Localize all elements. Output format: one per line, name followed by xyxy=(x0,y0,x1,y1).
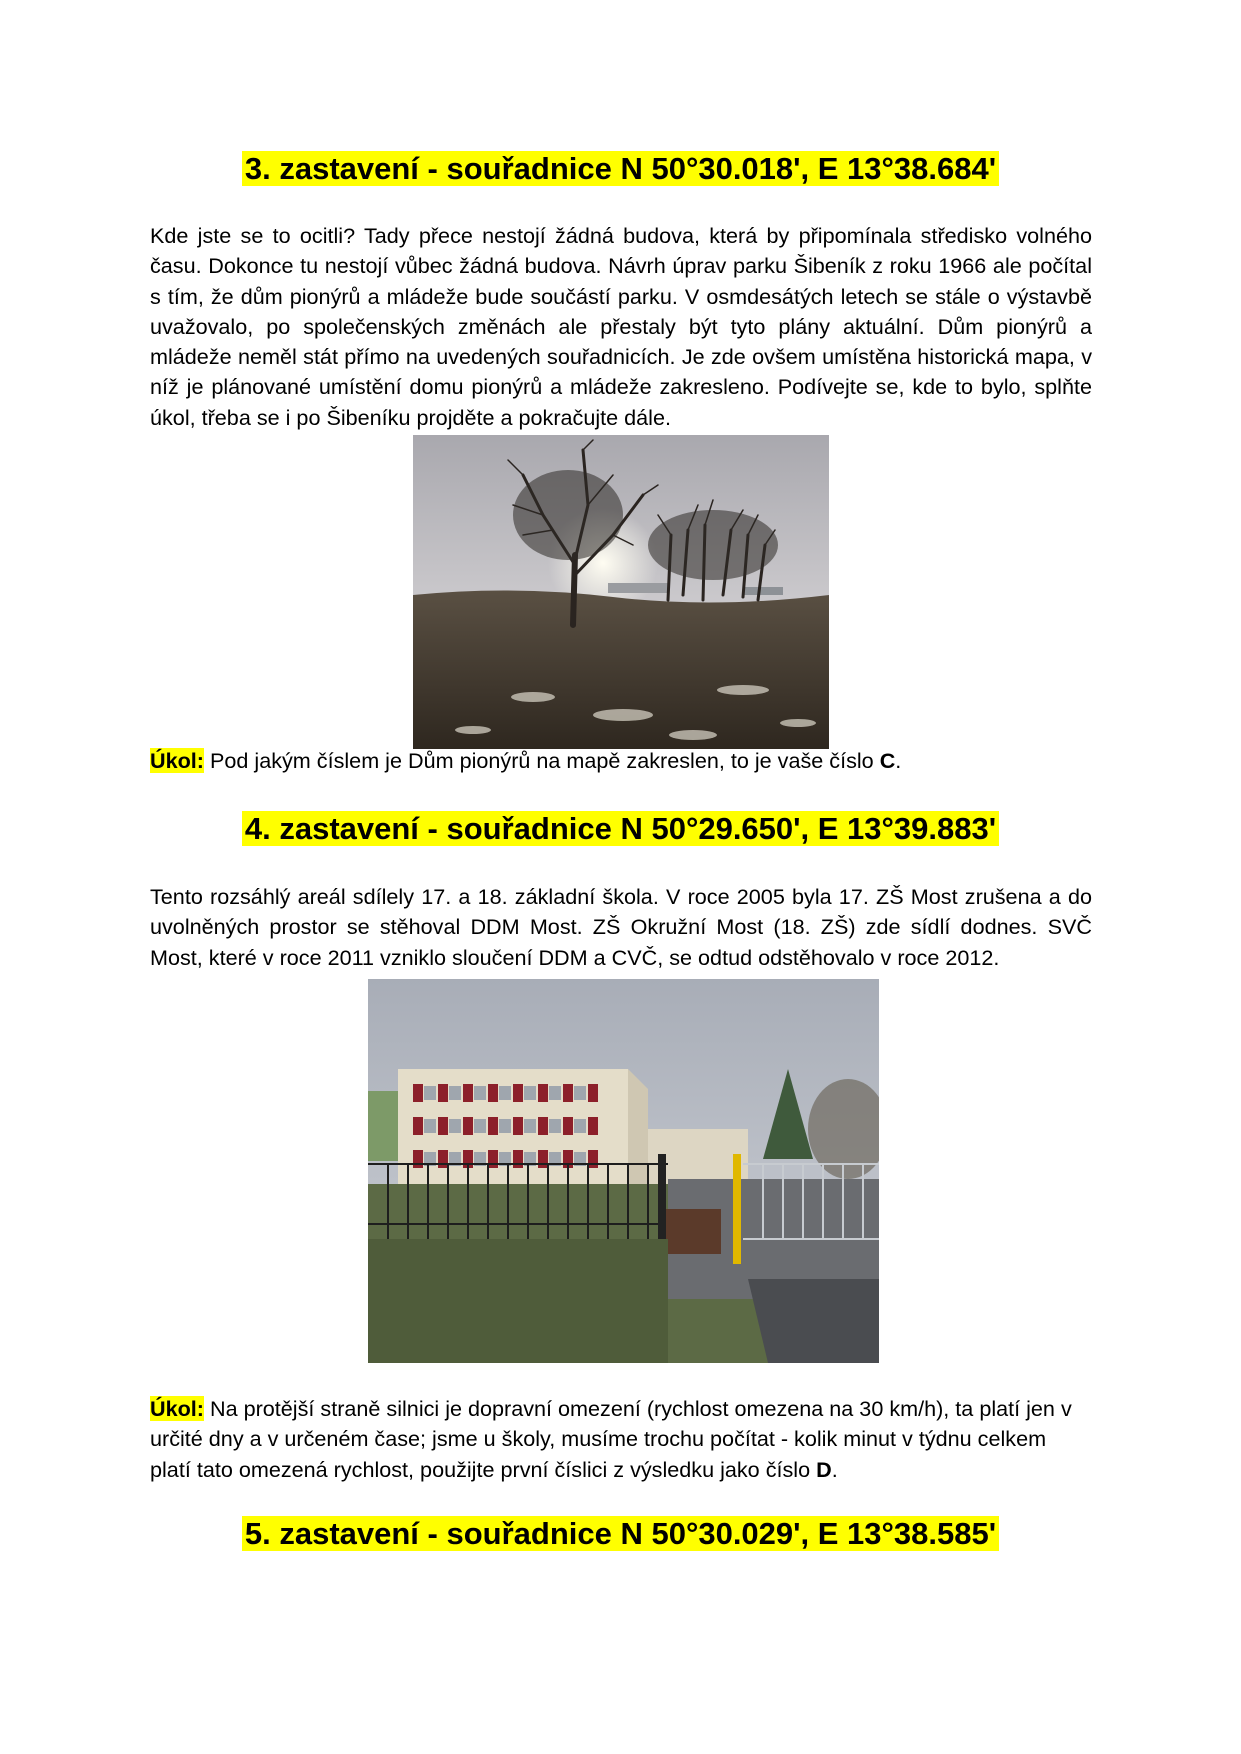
stop4-heading: 4. zastavení - souřadnice N 50°29.650', E 13°39.883' xyxy=(0,810,1241,848)
stop4-text: Tento rozsáhlý areál sdílely 17. a 18. základní škola. V roce 2005 byla 17. ZŠ Most zrušena a do uvolněných prostor se stěhoval DDM Most. ZŠ Okružní Most (18. ZŠ) zde sídlí dodnes. SVČ Most, které v roce 2011 vzniklo sloučení DDM a CVČ, se odtud odstěhovalo v roce 2012. xyxy=(150,884,1092,970)
task-label: Úkol: xyxy=(150,1396,204,1421)
stop4-task: Úkol: Na protější straně silnici je dopravní omezení (rychlost omezena na 30 km/h), ta platí jen v určité dny a v určeném čase; jsme u školy, musíme trochu počítat - kolik minut v týdnu celkem platí tato omezená rychlost, použijte první číslici z výsledku jako číslo D. xyxy=(150,1396,1072,1482)
park-photo xyxy=(413,435,829,749)
stop3-heading: 3. zastavení - souřadnice N 50°30.018', E 13°38.684' xyxy=(0,150,1241,188)
stop5-heading: 5. zastavení - souřadnice N 50°30.029', E 13°38.585' xyxy=(0,1515,1241,1553)
task-text: Pod jakým číslem je Dům pionýrů na mapě zakreslen, to je vaše číslo xyxy=(203,748,880,773)
stop3-task: Úkol: Pod jakým číslem je Dům pionýrů na mapě zakreslen, to je vaše číslo C. xyxy=(150,748,902,773)
task-text: Na protější straně silnici je dopravní omezení (rychlost omezena na 30 km/h), ta platí jen v určité dny a v určeném čase; jsme u školy, musíme trochu počítat - kolik minut v týdnu celkem platí tato omezená rychlost, použijte první číslici z výsledku jako číslo xyxy=(150,1396,1072,1482)
task-label: Úkol: xyxy=(150,748,204,773)
school-photo xyxy=(368,979,879,1363)
task-answer-letter: D xyxy=(816,1456,832,1482)
stop3-text: Kde jste se to ocitli? Tady přece nestojí žádná budova, která by připomínala středisko volného času. Dokonce tu nestojí vůbec žádná budova. Návrh úprav parku Šibeník z roku 1966 ale počítal s tím, že dům pionýrů a mládeže bude součástí parku. V osmdesátých letech se stále o výstavbě uvažovalo, po společenských změnách ale přestaly být tyto plány aktuální. Dům pionýrů a mládeže neměl stát přímo na uvedených souřadnicích. Je zde ovšem umístěna historická mapa, v níž je plánované umístění domu pionýrů a mládeže zakresleno. Podívejte se, kde to bylo, splňte úkol, třeba se i po Šibeníku projděte a pokračujte dále. xyxy=(150,223,1092,430)
task-answer-letter: C xyxy=(879,748,896,773)
